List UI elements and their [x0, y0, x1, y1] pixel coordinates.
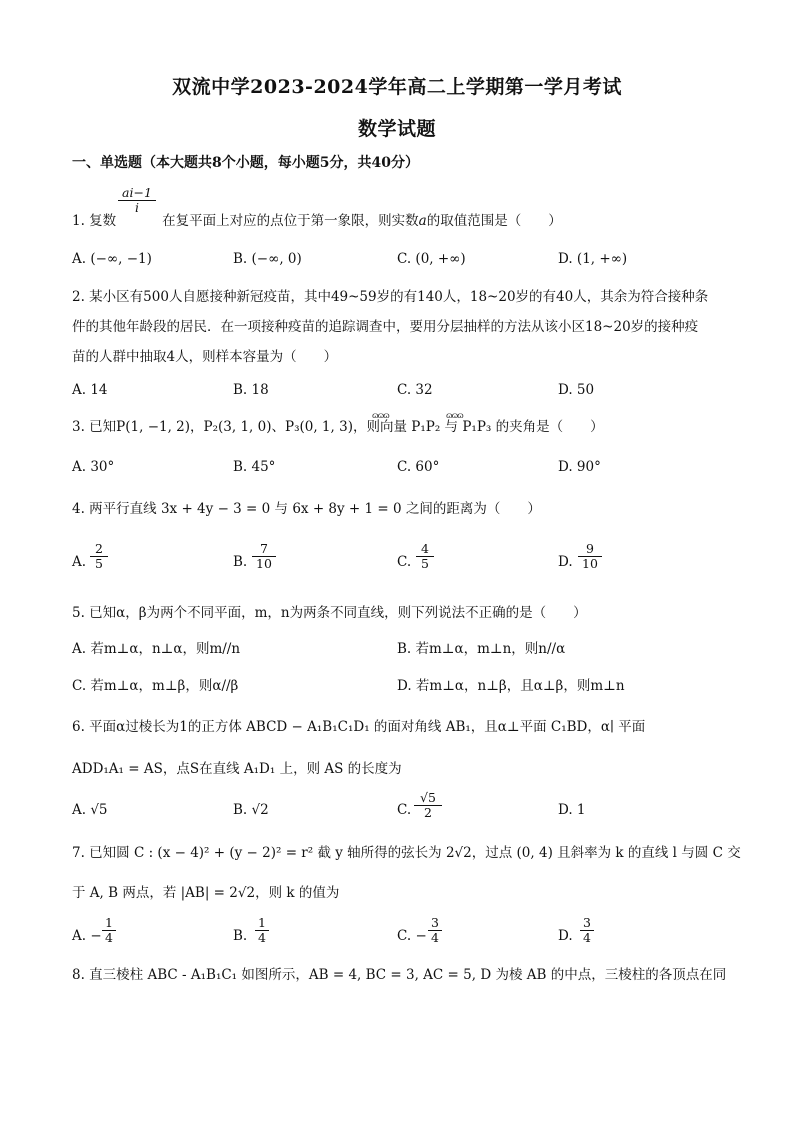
- q4-option-a-label[interactable]: A.: [72, 554, 87, 570]
- q4-option-b-label[interactable]: B.: [233, 554, 248, 570]
- q4-option-a-fraction[interactable]: $\frac{2}{5}$: [90, 542, 108, 571]
- q7-option-c-fraction[interactable]: $\frac{3}{4}$: [428, 916, 442, 945]
- q3-stem: 3. 已知P(1, −1, 2)，P₂(3, 1, 0)、P₃(0, 1, 3)，则向量 P₁P₂ 与 P₁P₃ 的夹角是（ ）: [72, 419, 604, 435]
- q4-option-d-fraction[interactable]: $\frac{9}{10}$: [578, 542, 602, 571]
- q5-option-b[interactable]: B. 若m⊥α，m⊥n，则n//α: [397, 641, 566, 657]
- q7-line-2: 于 A, B 两点，若 |AB| = 2√2，则 k 的值为: [72, 885, 340, 901]
- q1-option-a[interactable]: A. (−∞, −1): [72, 251, 152, 267]
- exam-title: 双流中学2023-2024学年高二上学期第一学月考试: [172, 76, 622, 98]
- q7-option-d-fraction[interactable]: $\frac{3}{4}$: [580, 916, 594, 945]
- q2-option-a[interactable]: A. 14: [72, 382, 108, 398]
- q7-line-1: 7. 已知圆 C : (x − 4)² + (y − 2)² = r² 截 y 轴所得的弦长为 2√2，过点 (0, 4) 且斜率为 k 的直线 l 与圆 C 交: [72, 845, 741, 861]
- q6-option-c-fraction[interactable]: $\frac{√5}{2}$: [414, 791, 442, 820]
- q2-option-c[interactable]: C. 32: [397, 382, 433, 398]
- q3-option-d[interactable]: D. 90°: [558, 459, 601, 475]
- q1-fraction: $\frac{ai-1}{i}$: [118, 186, 156, 215]
- q7-option-b-fraction[interactable]: $\frac{1}{4}$: [255, 916, 269, 945]
- q4-stem: 4. 两平行直线 3x + 4y − 3 = 0 与 6x + 8y + 1 = 0 之间的距离为（ ）: [72, 501, 541, 517]
- q4-option-d-label[interactable]: D.: [558, 554, 573, 570]
- q2-line-2: 件的其他年龄段的居民．在一项接种疫苗的追踪调查中，要用分层抽样的方法从该小区18~20岁的接种疫: [72, 319, 699, 335]
- vector-arrow-mark: ɷɷɷ: [446, 411, 463, 420]
- q3-option-b[interactable]: B. 45°: [233, 459, 276, 475]
- q5-stem: 5. 已知α，β为两个不同平面，m，n为两条不同直线，则下列说法不正确的是（ ）: [72, 605, 587, 621]
- q6-option-b[interactable]: B. √2: [233, 802, 269, 818]
- q1-option-b[interactable]: B. (−∞, 0): [233, 251, 302, 267]
- q2-line-3: 苗的人群中抽取4人，则样本容量为（ ）: [72, 349, 338, 365]
- q6-option-d[interactable]: D. 1: [558, 802, 586, 818]
- q1-option-d[interactable]: D. (1, +∞): [558, 251, 628, 267]
- q2-option-b[interactable]: B. 18: [233, 382, 269, 398]
- q5-option-c[interactable]: C. 若m⊥α，m⊥β，则α//β: [72, 678, 239, 694]
- q4-option-b-fraction[interactable]: $\frac{7}{10}$: [252, 542, 276, 571]
- section-heading: 一、单选题（本大题共8个小题，每小题5分，共40分）: [72, 155, 419, 171]
- q7-option-d-label[interactable]: D.: [558, 928, 573, 944]
- q7-option-a-fraction[interactable]: $\frac{1}{4}$: [102, 916, 116, 945]
- q6-line-2: ADD₁A₁ = AS，点S在直线 A₁D₁ 上，则 AS 的长度为: [72, 761, 402, 777]
- q4-option-c-label[interactable]: C.: [397, 554, 412, 570]
- q3-option-c[interactable]: C. 60°: [397, 459, 440, 475]
- q6-option-c-label[interactable]: C.: [397, 802, 412, 818]
- q7-option-a-label[interactable]: A. −: [72, 928, 102, 944]
- exam-subtitle: 数学试题: [357, 118, 436, 140]
- q1-option-c[interactable]: C. (0, +∞): [397, 251, 466, 267]
- q3-option-a[interactable]: A. 30°: [72, 459, 115, 475]
- q8-stem: 8. 直三棱柱 ABC - A₁B₁C₁ 如图所示，AB = 4, BC = 3, AC = 5, D 为棱 AB 的中点，三棱柱的各顶点在同: [72, 967, 727, 983]
- q7-option-c-label[interactable]: C. −: [397, 928, 427, 944]
- q4-option-c-fraction[interactable]: $\frac{4}{5}$: [416, 542, 434, 571]
- vector-arrow-mark: ɷɷɷ: [372, 411, 389, 420]
- q6-line-1: 6. 平面α过棱长为1的正方体 ABCD − A₁B₁C₁D₁ 的面对角线 AB₁，且α⊥平面 C₁BD，α∣ 平面: [72, 719, 646, 735]
- q2-line-1: 2. 某小区有500人自愿接种新冠疫苗，其中49~59岁的有140人，18~20岁的有40人，其余为符合接种条: [72, 289, 709, 305]
- q5-option-d[interactable]: D. 若m⊥α，n⊥β，且α⊥β，则m⊥n: [397, 678, 625, 694]
- q7-option-b-label[interactable]: B.: [233, 928, 248, 944]
- q6-option-a[interactable]: A. √5: [72, 802, 108, 818]
- q5-option-a[interactable]: A. 若m⊥α，n⊥α，则m//n: [72, 641, 241, 657]
- q2-option-d[interactable]: D. 50: [558, 382, 595, 398]
- q1-stem: 1. 复数 在复平面上对应的点位于第一象限，则实数a的取值范围是（ ）: [72, 213, 562, 229]
